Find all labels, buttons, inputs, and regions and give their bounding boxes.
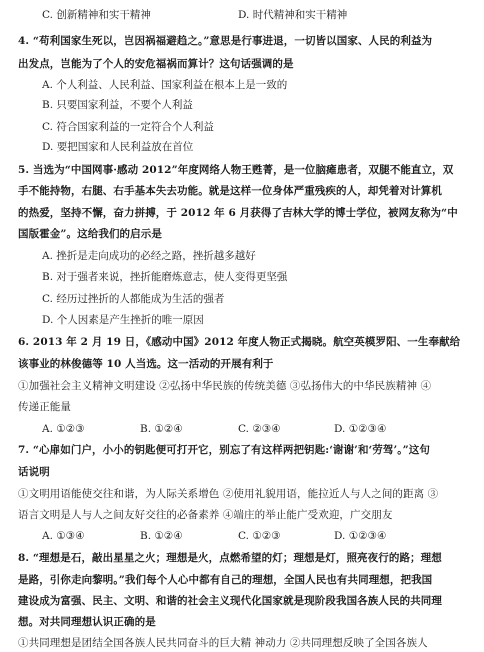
question-7-items-line-1: ①文明用语能使交往和谐，为人际关系增色 ②使用礼貌用语，能拉近人与人之间的距离 ③ (18, 488, 439, 500)
question-5-stem-line-1: 5. 当选为“中国网事·感动 2012”年度网络人物王甦菁，是一位脑瘫患者，双腿不能直立，双 (18, 164, 454, 176)
question-7-option-a: A. ①③④ (42, 530, 85, 542)
question-7-option-c: C. ①②③ (238, 530, 281, 542)
question-5-option-a: A. 挫折是走向成功的必经之路，挫折越多越好 (42, 250, 256, 262)
option-c: C. 创新精神和实干精神 (42, 9, 151, 21)
question-6-items-line-2: 传递正能量 (18, 401, 71, 413)
question-4-option-c: C. 符合国家利益的一定符合个人利益 (42, 121, 214, 133)
question-4-option-b: B. 只要国家利益，不要个人利益 (42, 99, 193, 111)
question-6-stem-line-2: 该事业的林俊德等 10 人当选。这一活动的开展有利于 (18, 358, 274, 370)
question-8-stem-line-2: 是路，引你走向黎明。”我们每个人心中都有自己的理想，全国人民也有共同理想，把我国 (18, 574, 433, 586)
question-6-stem-line-1: 6. 2013 年 2 月 19 日，《感动中国》2012 年度人物正式揭晓。航空英模罗阳、一生奉献给 (18, 336, 461, 348)
question-4-option-d: D. 要把国家和人民利益放在首位 (42, 141, 194, 153)
question-6-option-b: B. ①②④ (140, 423, 183, 435)
option-d: D. 时代精神和实干精神 (238, 9, 348, 21)
question-7-stem-line-1: 7. “心扉如门户，小小的钥匙便可打开它，别忘了有这样两把钥匙:‘谢谢’和‘劳驾’。”这句 (18, 444, 430, 456)
question-7-items-line-2: 语言文明是人与人之间友好交往的必备素养 ④端庄的举止能广受欢迎，广交朋友 (18, 509, 393, 521)
question-5-option-c: C. 经历过挫折的人都能成为生活的强者 (42, 293, 225, 305)
question-7-stem-line-2: 话说明 (18, 466, 50, 478)
question-5-option-b: B. 对于强者来说，挫折能磨炼意志，使人变得更坚强 (42, 271, 288, 283)
question-4-stem-line-1: 4. “苟利国家生死以，岂因祸福避趋之。”意思是行事进退，一切皆以国家、人民的利益为 (18, 35, 433, 47)
question-8-stem-line-4: 想。对共同理想认识正确的是 (18, 616, 156, 628)
question-6-option-d: D. ①②③④ (334, 423, 387, 435)
question-7-option-b: B. ①②④ (140, 530, 183, 542)
question-4-option-a: A. 个人利益、人民利益、国家利益在根本上是一致的 (42, 79, 288, 91)
question-6-option-a: A. ①②③ (42, 423, 85, 435)
question-6-items-line-1: ①加强社会主义精神文明建设 ②弘扬中华民族的传统美德 ③弘扬伟大的中华民族精神 ④ (18, 380, 432, 392)
question-7-option-d: D. ①②③④ (334, 530, 387, 542)
question-5-stem-line-4: 国版霍金”。这给我们的启示是 (18, 228, 162, 240)
question-8-items-line-1: ①共同理想是团结全国各族人民共同奋斗的巨大精 神动力 ②共同理想反映了全国各族人 (18, 637, 428, 649)
question-5-option-d: D. 个人因素是产生挫折的唯一原因 (42, 314, 204, 326)
question-8-stem-line-3: 建设成为富强、民主、文明、和谐的社会主义现代化国家就是现阶段我国各族人民的共同理 (18, 595, 442, 607)
question-5-stem-line-2: 手不能持物，右腿、右手基本失去功能。就是这样一位身体严重残疾的人，却凭着对计算机 (18, 185, 442, 197)
question-6-option-c: C. ②③④ (238, 423, 281, 435)
question-5-stem-line-3: 的热爱，坚持不懈，奋力拼搏，于 2012 年 6 月获得了吉林大学的博士学位，被网友称为“中 (18, 207, 458, 219)
question-4-stem-line-2: 出发点，岂能为了个人的安危福祸而算计？这句话强调的是 (18, 58, 294, 70)
question-8-stem-line-1: 8. “理想是石，敲出星星之火；理想是火，点燃希望的灯；理想是灯，照亮夜行的路；理想 (18, 552, 442, 564)
